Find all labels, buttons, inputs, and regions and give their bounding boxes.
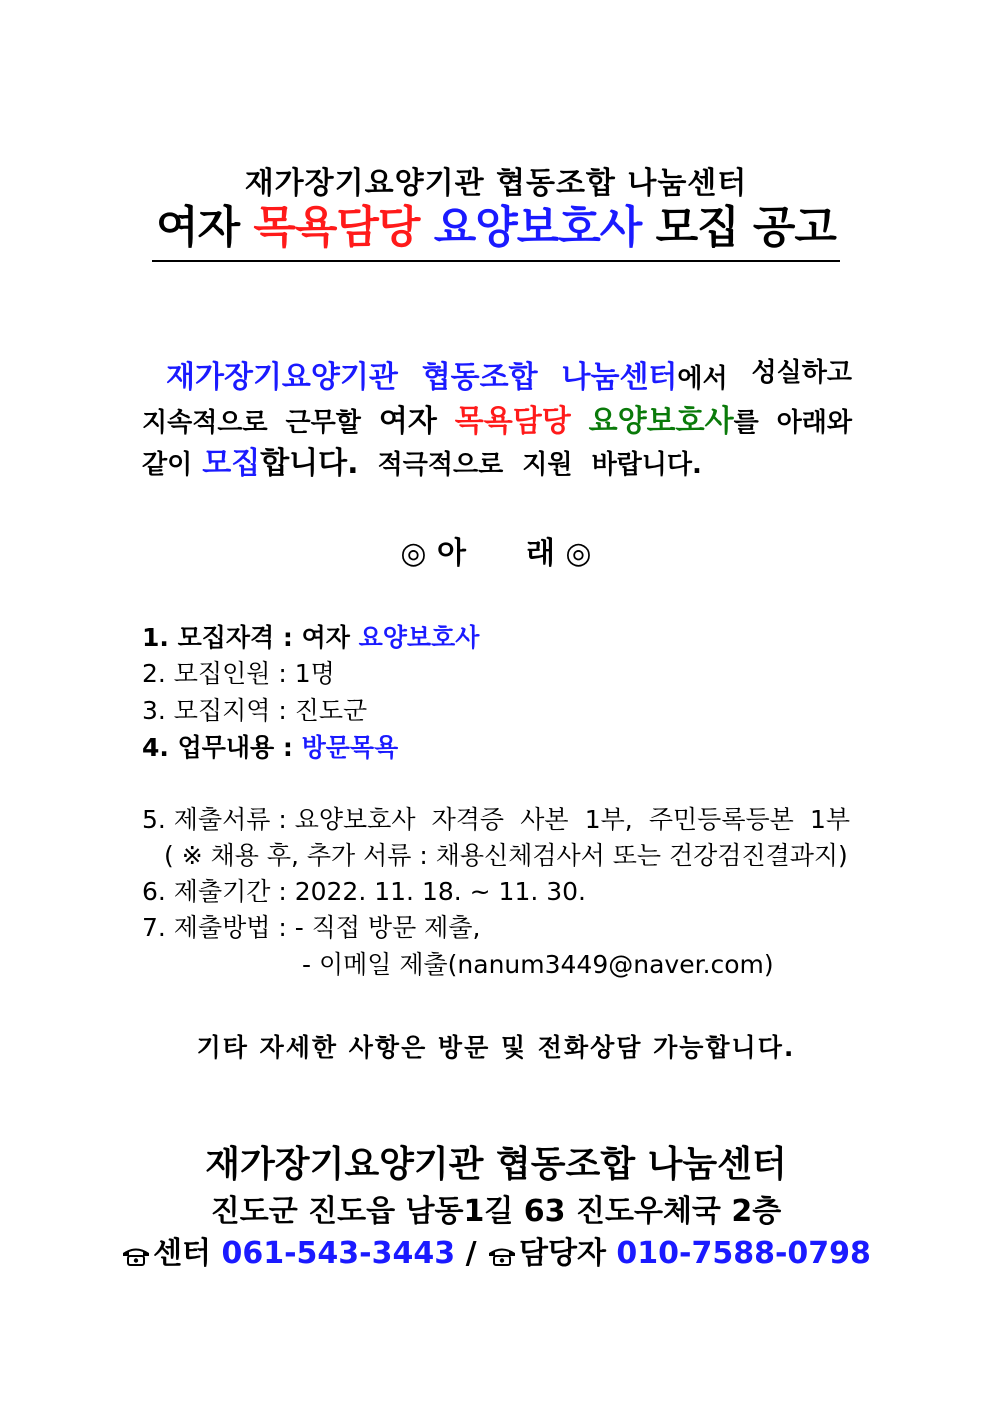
item-headcount: 2. 모집인원 : 1명: [142, 659, 335, 688]
section-title-right: 래 ◎: [526, 536, 592, 571]
footer-center-label: 센터: [153, 1236, 222, 1271]
item-documents-b: 자격증: [431, 805, 505, 834]
footer-manager-phone: 010-7588-0798: [616, 1236, 871, 1271]
title-women: 여자: [156, 202, 254, 253]
footer-phone-line: [0, 1228, 992, 1272]
item-documents-e: 주민등록등본: [648, 805, 794, 834]
intro-org: 재가장기요양기관: [166, 360, 398, 395]
item-duty-label: 4. 업무내용 :: [142, 733, 302, 762]
intro-caregiver: 요양보호사: [588, 404, 734, 439]
page-title: [152, 200, 840, 262]
intro-from: 에서: [677, 364, 728, 394]
item-qualification-value: 요양보호사: [358, 623, 480, 652]
intro-bath-duty: 목욕담당: [454, 404, 571, 439]
item-documents-f: 1부: [809, 805, 850, 834]
intro-recruit: 모집: [202, 446, 261, 481]
title-space: [419, 202, 433, 253]
intro-women: 여자: [378, 404, 437, 439]
closing-note: [0, 1028, 992, 1064]
title-bath-duty: 목욕담당: [253, 202, 420, 253]
footer-org-name: 재가장기요양기관 협동조합 나눔센터: [205, 1144, 787, 1185]
intro-actively: 적극적으로: [377, 450, 504, 480]
footer-address: 진도군 진도읍 남동1길 63 진도우체국 2층: [210, 1194, 782, 1229]
title-caregiver: 요양보호사: [433, 202, 642, 253]
intro-coop: 협동조합: [421, 360, 538, 395]
item-method: 7. 제출방법 : - 직접 방문 제출,: [142, 913, 481, 942]
intro-sincere: 성실하고: [751, 358, 852, 388]
intro-caregiver-block: [589, 396, 759, 440]
intro-we-do: 합니다.: [260, 446, 359, 481]
item-duty-value: 방문목욕: [301, 733, 399, 762]
item-qualification-label: 1. 모집자격 : 여자: [142, 623, 359, 652]
intro-work: 근무할: [285, 408, 361, 438]
intro-line-2: [142, 396, 852, 440]
phone-icon: [121, 1244, 151, 1266]
intro-as-below: 아래와: [776, 408, 852, 438]
phone-icon: [487, 1244, 517, 1266]
footer-separator: /: [455, 1236, 487, 1271]
item-period: 6. 제출기간 : 2022. 11. 18. ~ 11. 30.: [142, 877, 587, 906]
item-documents: [142, 800, 850, 836]
intro-hope: 바랍니다.: [591, 450, 702, 480]
footer-center-phone: 061-543-3443: [221, 1236, 456, 1271]
intro-continuous: 지속적으로: [142, 408, 268, 438]
intro-line-3: [142, 438, 852, 482]
item-documents-d: 1부,: [584, 805, 633, 834]
section-title-left: ◎ 아: [400, 536, 466, 571]
intro-center: 나눔센터: [561, 360, 678, 395]
intro-like: 같이: [142, 450, 193, 480]
intro-center-block: [561, 352, 727, 396]
intro-org-block: [142, 352, 398, 396]
title-wrapper: [0, 200, 992, 262]
item-region: 3. 모집지역 : 진도군: [142, 696, 368, 725]
intro-line-1: [142, 352, 852, 396]
item-qualification: [142, 618, 479, 654]
intro-particle: 를: [733, 408, 759, 438]
closing-text: 기타 자세한 사항은 방문 및 전화상담 가능합니다.: [196, 1033, 796, 1062]
item-method-email: - 이메일 제출(nanum3449@naver.com): [302, 950, 774, 979]
item-duty: [142, 728, 398, 764]
footer-manager-label: 담당자: [519, 1236, 617, 1271]
intro-apply: 지원: [522, 450, 573, 480]
title-recruit-notice: 모집 공고: [641, 202, 836, 253]
item-documents-c: 사본: [520, 805, 569, 834]
header-org-name: 재가장기요양기관 협동조합 나눔센터: [244, 166, 748, 201]
item-documents-note: ( ※ 채용 후, 추가 서류 : 채용신체검사서 또는 건강검진결과지): [164, 841, 848, 870]
item-documents-a: 5. 제출서류 : 요양보호사: [142, 805, 416, 834]
section-title: [0, 528, 992, 572]
